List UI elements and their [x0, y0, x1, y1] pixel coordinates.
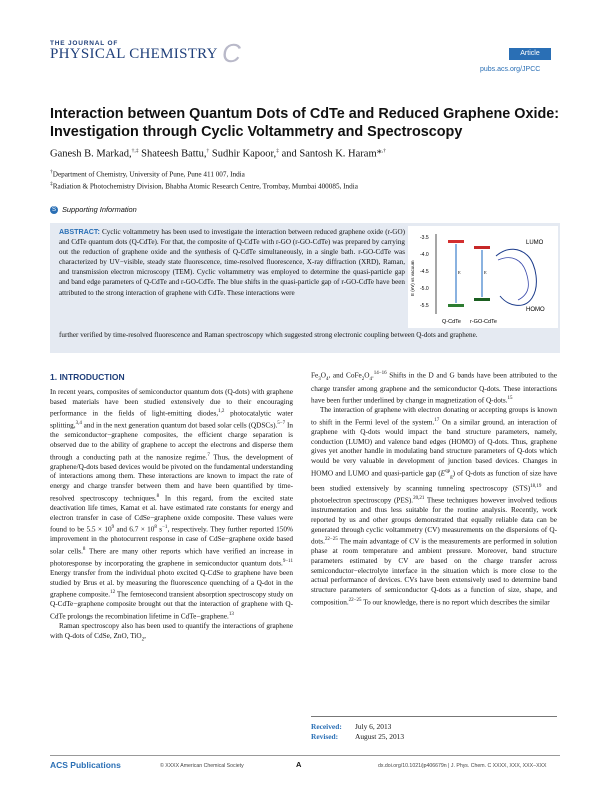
affiliation-barc: ‡Radiation & Photochemistry Division, Bhabha Atomic Research Centre, Trombay, Mumbai 400085, India	[50, 181, 358, 191]
journal-url-link[interactable]: pubs.acs.org/JPCC	[480, 66, 541, 73]
homo-level-qcdte	[448, 304, 464, 307]
eg-label: E	[458, 270, 461, 275]
y-tick: -5.0	[420, 286, 429, 292]
body-column-left	[50, 388, 293, 645]
abstract-text: ABSTRACT: Cyclic voltammetry has been used to investigate the interaction between reduced graphene oxide (r-GO) and CdTe quantum dots (Q-CdTe). For that, the composite of Q-CdTe with r-GO (r-GO-CdTe) was prepared by carrying out the reduction of graphene oxide and the synthesis of Q-CdTe simultaneously, in a single bath. r-GO-CdTe was characterized by UV−visible, steady state fluorescence, time-resolved fluorescence, X-ray diffraction (XRD), Raman, and transmission electron microscopy (TEM). Cyclic voltammetry was employed to determine the quasi-particle gap and band edge parameters of Q-CdTe and r-GO-CdTe. The blue shifts in the quasi-particle gap of r-GO-CdTe have been attributed to the strong interaction of graphene with CdTe. These interactions were	[59, 228, 405, 297]
page-number: A	[296, 760, 302, 769]
cv-curve	[496, 249, 536, 305]
journal-name-small: THE JOURNAL OF	[50, 40, 119, 47]
y-axis-label: E (eV) vs vacuum	[410, 260, 415, 296]
y-tick: -4.5	[420, 269, 429, 275]
author-haram: and Santosh K. Haram*	[278, 148, 382, 160]
eg-label: E	[484, 270, 487, 275]
affiliation-pune: †Department of Chemistry, University of Pune, Pune 411 007, India	[50, 169, 245, 179]
abstract-label: ABSTRACT:	[59, 228, 100, 236]
supporting-information-link[interactable]: S Supporting Information	[51, 205, 137, 214]
homo-level-rgo	[474, 298, 490, 301]
journal-section-letter: C	[222, 38, 241, 68]
doi-citation[interactable]: dx.doi.org/10.1021/jp406679n | J. Phys. Chem. C XXXX, XXX, XXX−XXX	[378, 763, 547, 769]
lumo-level-rgo	[474, 246, 490, 249]
author-markad: Ganesh B. Markad,	[50, 148, 132, 160]
homo-label: HOMO	[526, 307, 545, 313]
publication-dates: Received: July 6, 2013 Revised: August 25, 2013	[311, 722, 405, 741]
article-type-badge: Article	[509, 48, 551, 60]
article-title: Interaction between Quantum Dots of CdTe and Reduced Graphene Oxide: Investigation through Cyclic Voltammetry and Spectroscopy	[50, 106, 560, 140]
toc-graphic	[408, 226, 558, 328]
y-tick: -3.5	[420, 235, 429, 241]
x-label-qcdte: Q-CdTe	[442, 319, 461, 325]
author-battu: Shateesh Battu,	[138, 148, 207, 160]
body-column-right	[311, 369, 557, 608]
x-label-rgo: r-GO-CdTe	[470, 319, 497, 325]
publisher-logo: ACS Publications	[50, 760, 121, 770]
paragraph: Raman spectroscopy also has been used to quantify the interactions of graphene with Q-dots of CdSe, ZnO, TiO$_2$,	[50, 622, 293, 643]
supporting-info-icon: S	[51, 207, 56, 214]
paragraph: In recent years, composites of semiconductor quantum dots (Q-dots) with graphene based materials have been studied extensively due to their encouraging performance in the fields of light-emitting diodes,$^{1,2}$ photocatalytic water splitting,$^{3,4}$ and in the next generation quantum dot based solar cells (QDSCs).$^{5-7}$ In the semiconductor−graphene composites, the efficient charge separation is observed due to the ability of graphene to accept the electrons and disperse them through a conducting path at the nanosize regime.$^7$ Thus, the development of graphene/Q-dots based devices would be pivoted on the fundamental understanding of interactions among them. These interactions are known to impact the rate of energy and charge transfer between them and have been quantified by time-resolved spectroscopy techniques.$^8$ In this regard, from the excited state deactivation life times, Kamat et al. have estimated rate constants for energy and electron transfer in case of CdSe−graphene oxide composite. These values were found to be 5.5 × 10$^9$ and 6.7 × 10$^8$ s$^{-1}$, respectively. They further reported 150% improvement in the photocurrent response in case of CdSe−graphene oxide based solar cells.$^8$ There are many other reports which have verified an increase in photoresponse by incorporating the graphene in semiconductor quantum dots.$^{9-11}$ Energy transfer from the individual photo excited Q-CdSe to graphene have been studied by Brus et al. by measuring the fluorescence quenching of a Q-dot in the graphene composite.$^{12}$ The femtosecond transient absorption spectroscopy study on Q-CdTe−graphene composite brought out that the interaction of graphene with Q-CdTe prolongs the recombination lifetime in CdTe−graphene.$^{13}$	[50, 388, 294, 621]
y-tick: -5.5	[420, 303, 429, 309]
abstract-text-continued: further verified by time-resolved fluorescence and Raman spectroscopy which suggested strong electronic coupling between Q-dots and graphene.	[59, 331, 478, 339]
y-tick: -4.0	[420, 252, 429, 258]
cv-curve	[498, 258, 528, 300]
energy-level-diagram	[408, 226, 558, 328]
section-heading: 1. INTRODUCTION	[50, 372, 125, 382]
lumo-label: LUMO	[526, 240, 544, 246]
divider	[311, 716, 557, 717]
journal-name: PHYSICAL CHEMISTRY	[50, 46, 218, 62]
paragraph: The interaction of graphene with electron donating or accepting groups is known to shift in the Fermi level of the system.$^{17}$ On a similar ground, an interaction of graphene with Q-dots would impact the band structure parameters, namely, conduction (LUMO) and valence band edges (HOMO) of Q-dots. Thus, graphene gives yet another handle in modulating band structure parameters of Q-dots which would be very valuable in development of junction based devices. Changes in HOMO and LUMO and quasi-particle gap $(E^{qp}_g)$ of Q-dots as function of size have been studied extensively by scanning tunneling spectroscopy (STS)$^{18,19}$ and photoelectron spectroscopy (PES).$^{20,21}$ These techniques however involved tedious instrumentation and thus less suitable for the routine analysis. Recently, work reported by us and other groups demonstrated that equally reliable data can be generated through cyclic voltammetry (CV) measurements on the dispersions of Q-dots.$^{22-25}$ The main advantage of CV is the measurements are performed in solution phase at room temperature and ambient pressure. Moreover, band structure parameters estimated by CV are based on the charge transfer across semiconductor−electrolyte interface in the situation which is more close to the actual performance of devices. CVs have been extensively used to determine band structure parameters of semiconductor Q-dots as a function of size, shape, and composition.$^{22-25}$ To our knowledge, there is no report which describes the similar	[311, 406, 558, 606]
author-list: Ganesh B. Markad,†,‡ Shateesh Battu,† Sudhir Kapoor,‡ and Santosh K. Haram*,†	[50, 148, 387, 160]
lumo-level-qcdte	[448, 240, 464, 243]
paragraph: $Fe_3O_4$, and $CoFe_2O_4.^{14-16}$ Shifts in the D and G bands have been attributed to the charge transfer among graphene and the semiconductor Q-dots. These interactions have been further underlined by change in magnetization of Q-dots.$^{15}$	[311, 371, 557, 405]
footer-divider	[50, 755, 560, 756]
author-kapoor: Sudhir Kapoor,	[209, 148, 277, 160]
copyright-notice: © XXXX American Chemical Society	[160, 763, 244, 769]
